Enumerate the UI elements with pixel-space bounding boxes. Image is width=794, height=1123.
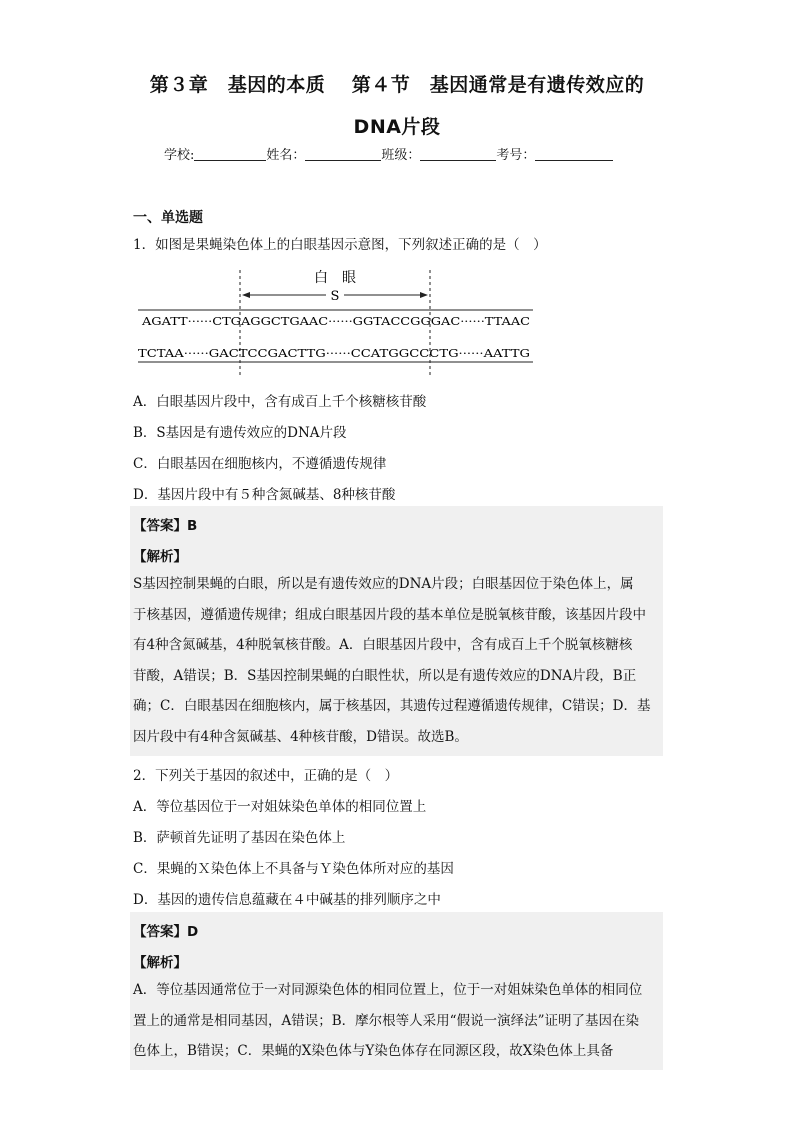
number-label: 考号： — [496, 148, 536, 163]
q1-answer: 【答案】B — [133, 518, 198, 534]
q2-analysis-line: 色体上，B错误；C．果蝇的X染色体与Y染色体存在同源区段，故X染色体上具备 — [133, 1043, 614, 1059]
question-1-stem: 1．如图是果蝇染色体上的白眼基因示意图，下列叙述正确的是（ ） — [133, 237, 547, 253]
q1-option-b: B．S基因是有遗传效应的DNA片段 — [133, 425, 347, 441]
number-field[interactable] — [535, 147, 613, 161]
strand-bottom-sequence: TCTAA······GACTCCGACTTG······CCATGGCCCTG······AATTG — [138, 347, 530, 360]
q2-analysis-line: 置上的通常是相同基因，A错误；B．摩尔根等人采用“假说一演绎法”证明了基因在染 — [133, 1012, 639, 1029]
section-title: 一、单选题 — [133, 210, 203, 226]
q1-analysis-line: 确；C．白眼基因在细胞核内，属于核基因，其遗传过程遵循遗传规律，C错误；D．基 — [133, 698, 651, 714]
q1-analysis-line: S基因控制果蝇的白眼，所以是有遗传效应的DNA片段；白眼基因位于染色体上，属 — [133, 576, 634, 592]
gene-label: 白 眼 — [314, 270, 356, 286]
arrow-right-head — [420, 292, 428, 298]
q2-option-c: C．果蝇的Ｘ染色体上不具备与Ｙ染色体所对应的基因 — [133, 861, 454, 877]
white-eye-gene-diagram — [138, 266, 538, 378]
q1-analysis-line: 苷酸，A错误；B．S基因控制果蝇的白眼性状，所以是有遗传效应的DNA片段，B正 — [133, 667, 637, 684]
q1-option-a: A．白眼基因片段中，含有成百上千个核糖核苷酸 — [133, 394, 427, 410]
question-2-stem: 2．下列关于基因的叙述中，正确的是（ ） — [133, 768, 399, 784]
school-field[interactable] — [194, 147, 266, 161]
arrow-left-head — [242, 292, 250, 298]
q2-analysis-label: 【解析】 — [133, 955, 187, 971]
q2-option-a: A．等位基因位于一对姐妹染色单体的相同位置上 — [133, 799, 427, 815]
q1-analysis-text — [133, 569, 661, 752]
q1-analysis-line: 于核基因，遵循遗传规律；组成白眼基因片段的基本单位是脱氧核苷酸，该基因片段中 — [133, 606, 646, 623]
page-title: 第３章 基因的本质 第４节 基因通常是有遗传效应的 — [149, 74, 645, 96]
q1-analysis-line: 有4种含氮碱基，4种脱氧核苷酸。A．白眼基因片段中，含有成百上千个脱氧核糖核 — [133, 637, 633, 653]
q2-analysis-text — [133, 975, 661, 1067]
student-info-row — [164, 144, 613, 163]
q2-answer: 【答案】D — [133, 924, 199, 940]
q1-option-d: D．基因片段中有５种含氮碱基、8种核苷酸 — [133, 487, 396, 503]
q1-analysis-line: 因片段中有4种含氮碱基、4种核苷酸，D错误。故选B。 — [133, 728, 468, 745]
name-field[interactable] — [305, 147, 381, 161]
name-label: 姓名： — [266, 148, 306, 163]
s-label: S — [330, 289, 340, 304]
q1-analysis-label: 【解析】 — [133, 549, 187, 565]
q2-option-b: B．萨顿首先证明了基因在染色体上 — [133, 830, 346, 846]
q2-analysis-line: A．等位基因通常位于一对同源染色体的相同位置上，位于一对姐妹染色单体的相同位 — [133, 982, 643, 998]
school-label: 学校: — [164, 148, 195, 163]
class-field[interactable] — [420, 147, 496, 161]
q1-option-c: C．白眼基因在细胞核内，不遵循遗传规律 — [133, 456, 387, 472]
q2-option-d: D．基因的遗传信息蕴藏在４中碱基的排列顺序之中 — [133, 892, 441, 908]
page-title-line2: DNA片段 — [353, 116, 441, 138]
class-label: 班级： — [381, 148, 421, 163]
strand-top-sequence: AGATT······CTGAGGCTGAAC······GGTACCGGGAC······TTAAC — [140, 315, 530, 328]
